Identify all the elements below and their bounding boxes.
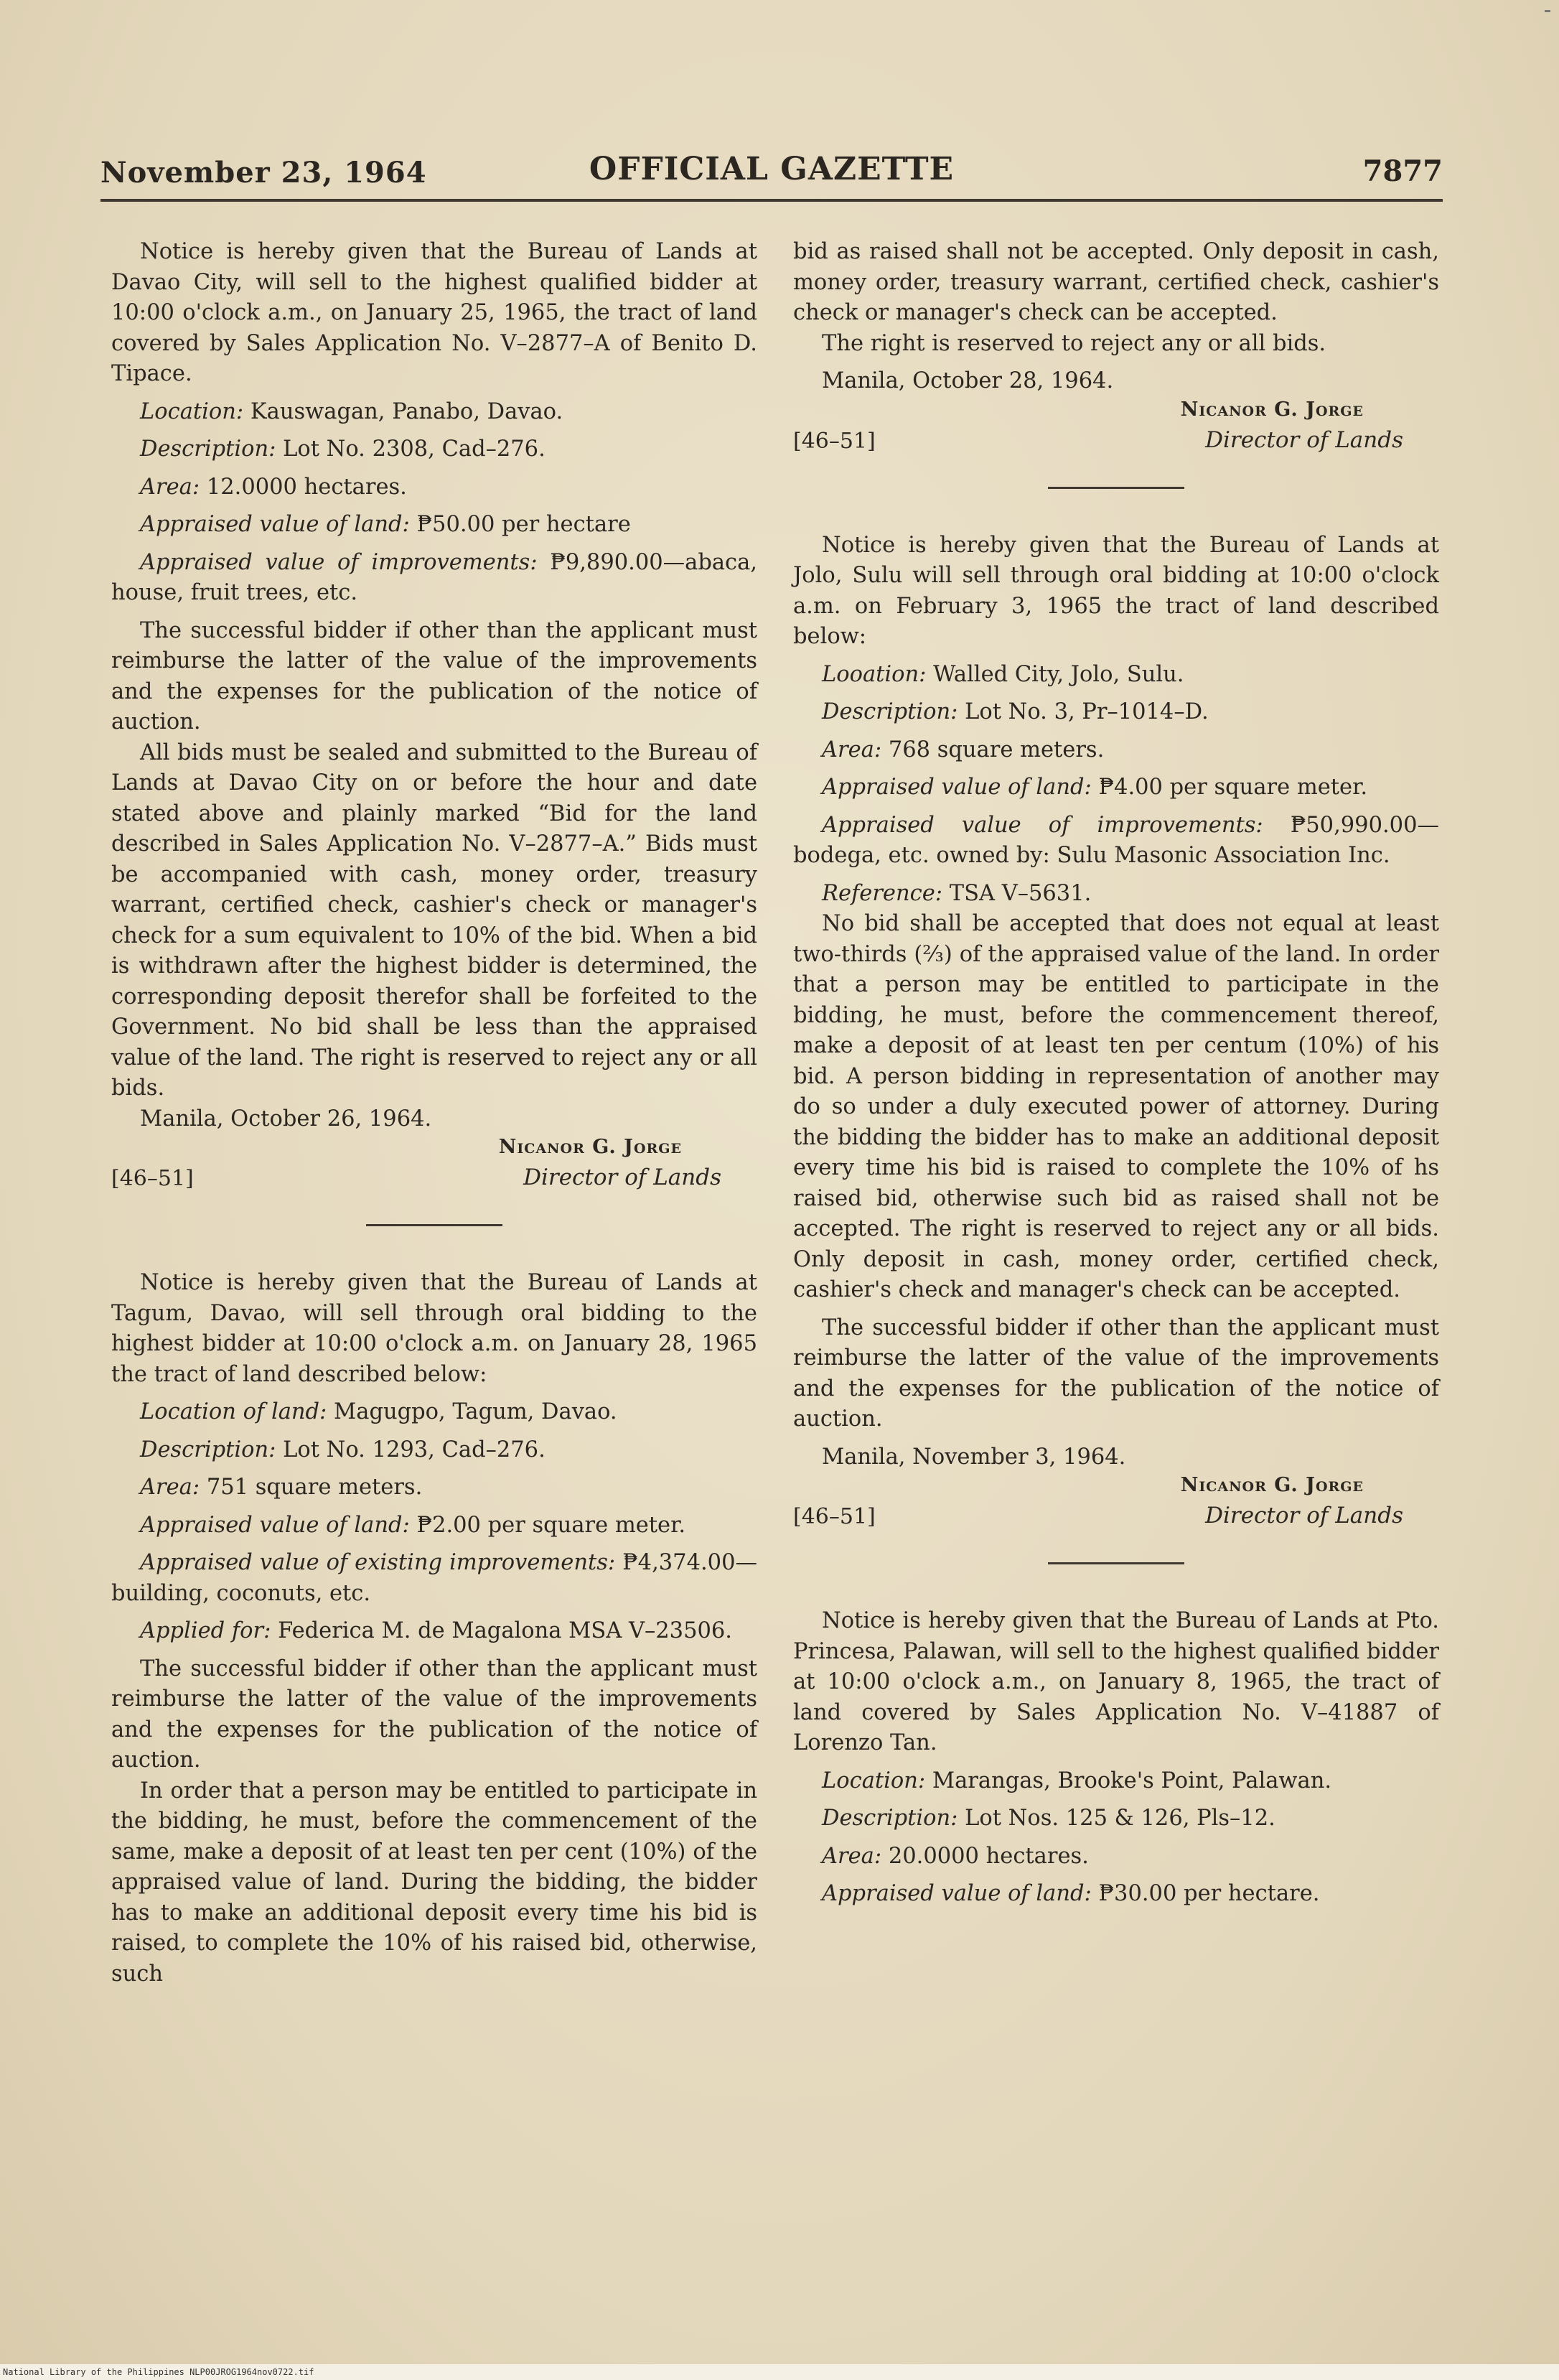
signatory-title: Director of Lands [1205,1503,1403,1529]
page-header [100,147,1443,197]
notice-davao [111,237,757,1197]
field-appraised-improvements [793,811,1439,872]
field-label: Applied for: [140,1618,271,1643]
notice-tagum [111,1268,757,1989]
notice-intro: Notice is hereby given that the Bureau of Lands at Davao City, will sell to the highest qualified bidder at 10:00 o'clock a.m., on January 25, 1965, the tract of land covered by Sales Application No. V–2877–A of Benito D. Tipace. [111,239,757,386]
field-label: Description: [140,1437,276,1462]
header-rule [100,199,1443,202]
right-column [793,237,1439,1910]
notice-date: Manila, October 26, 1964. [140,1106,432,1131]
issue-range: [46–51] [793,428,876,454]
field-label: Area: [140,1475,200,1500]
notice-date: Manila, November 3, 1964. [822,1444,1126,1470]
notice-jolo [793,531,1439,1536]
field-location [111,397,757,428]
field-value: ₱9,890.00—abaca, house, fruit trees, etc. [111,549,757,605]
signatory-title: Director of Lands [523,1165,721,1190]
field-appraised-land [793,1879,1439,1910]
field-area [111,472,757,503]
field-label: Appraised value of improvements: [822,812,1263,838]
field-label: Reference: [822,880,943,906]
field-reference [793,879,1439,910]
field-description [111,434,757,465]
field-value: Federica M. de Magalona MSA V–23506. [278,1618,732,1643]
field-label: Appraised value of land: [822,1881,1092,1906]
field-label: Appraised value of improvements: [140,549,538,575]
field-appraised-improvements [111,1548,757,1609]
scan-mark [1545,10,1550,12]
field-label: Location: [822,1768,926,1793]
field-value: ₱50,990.00—bodega, etc. owned by: Sulu Masonic Association Inc. [793,812,1439,868]
field-value: ₱50.00 per hectare [416,512,631,537]
field-value: ₱30.00 per hectare. [1098,1881,1320,1906]
issue-range: [46–51] [793,1504,876,1529]
notice-paragraph: The successful bidder if other than the applicant must reimburse the latter of the value of the improvements and the expenses for the publication of the notice of auction. [793,1315,1439,1432]
notice-intro: Notice is hereby given that the Bureau of Lands at Pto. Princesa, Palawan, will sell to the highest qualified bidder at 10:00 o'clock a.m., on January 8, 1965, the tract of land covered by Sales Application No. V–41887 of Lorenzo Tan. [793,1608,1439,1755]
signatory-name: Nicanor G. Jorge [1180,398,1364,421]
field-description [793,1803,1439,1834]
scan-footer: National Library of the Philippines NLP00JROG1964nov0722.tif [0,2364,1559,2380]
field-value: Lot No. 1293, Cad–276. [283,1437,546,1462]
field-label: Looation: [822,661,927,687]
field-value: TSA V–5631. [949,880,1092,906]
field-label: Appraised value of land: [140,1512,410,1538]
notice-paragraph: The successful bidder if other than the applicant must reimburse the latter of the value of the improvements and the expenses for the publication of the notice of auction. [111,1656,757,1773]
signatory-name: Nicanor G. Jorge [1180,1474,1364,1496]
field-area [111,1473,757,1503]
field-value: 768 square meters. [888,737,1105,762]
field-value: ₱4.00 per square meter. [1098,775,1368,800]
header-date: November 23, 1964 [100,156,427,190]
field-value: Marangas, Brooke's Point, Palawan. [932,1768,1332,1793]
field-label: Location of land: [140,1399,327,1424]
signature-block [793,398,1439,459]
field-appraised-land [111,510,757,541]
field-label: Appraised value of land: [140,512,410,537]
field-value: 12.0000 hectares. [206,474,407,500]
field-label: Description: [822,699,958,724]
field-appraised-land [793,773,1439,803]
field-description [111,1435,757,1466]
field-value: Lot No. 2308, Cad–276. [283,437,546,462]
notice-paragraph: In order that a person may be entitled to participate in the bidding, he must, before the commencement of the same, make a deposit of at least ten per cent (10%) of the appraised value of land. During the bidding, the bidder has to make an additional deposit every time his bid is raised, to complete the 10% of his raised bid, otherwise, such [111,1778,757,1987]
field-label: Description: [822,1806,958,1831]
field-description [793,697,1439,728]
field-value: ₱2.00 per square meter. [416,1512,686,1538]
notice-paragraph: No bid shall be accepted that does not equal at least two-thirds (⅔) of the appraised value of the land. In order that a person may be entitled to participate in the bidding, he must, before the commencement thereof, make a deposit of at least ten per centum (10%) of his bid. A person bidding in representation of another may do so under a duly executed power of attorney. During the bidding the bidder has to make an additional deposit every time his bid is raised to complete the 10% of hs raised bid, otherwise such bid as raised shall not be accepted. The right is reserved to reject any or all bids. Only deposit in cash, money order, certified check, cashier's check and manager's check can be accepted. [793,911,1439,1302]
signature-block [111,1136,757,1197]
field-location [793,1766,1439,1797]
issue-range: [46–51] [111,1166,194,1191]
field-appraised-improvements [111,548,757,609]
field-label: Appraised value of existing improvements: [140,1550,616,1575]
signatory-title: Director of Lands [1205,426,1403,453]
field-label: Location: [140,398,244,424]
field-area [793,735,1439,766]
field-value: Magugpo, Tagum, Davao. [334,1399,617,1424]
field-value: Lot Nos. 125 & 126, Pls–12. [965,1806,1275,1831]
signatory-name: Nicanor G. Jorge [498,1136,682,1158]
field-area [793,1842,1439,1872]
field-value: Walled City, Jolo, Sulu. [933,661,1184,687]
notice-palawan [793,1606,1439,1910]
section-divider [366,1224,502,1226]
field-appraised-land [111,1511,757,1541]
field-label: Area: [822,737,882,762]
field-value: Kauswagan, Panabo, Davao. [250,398,563,424]
notice-intro: Notice is hereby given that the Bureau of Lands at Jolo, Sulu will sell through oral bidding at 10:00 o'clock a.m. on February 3, 1965 the tract of land described below: [793,532,1439,649]
field-value: Lot No. 3, Pr–1014–D. [965,699,1209,724]
field-value: 751 square meters. [206,1475,423,1500]
notice-paragraph: The successful bidder if other than the applicant must reimburse the latter of the value of the improvements and the expenses for the publication of the notice of auction. [111,617,757,734]
field-label: Area: [140,474,200,500]
notice-date: Manila, October 28, 1964. [822,368,1114,393]
field-location [111,1397,757,1428]
header-page-number: 7877 [1362,154,1443,188]
field-label: Area: [822,1843,882,1869]
field-applied-for [111,1616,757,1647]
notice-paragraph: bid as raised shall not be accepted. Only deposit in cash, money order, treasury warrant, certified check, cashier's check or manager's check can be accepted. [793,239,1439,325]
field-value: ₱4,374.00—building, coconuts, etc. [111,1550,757,1606]
field-value: 20.0000 hectares. [888,1843,1089,1869]
field-location [793,660,1439,691]
field-label: Description: [140,437,276,462]
notice-paragraph: The right is reserved to reject any or all bids. [822,330,1326,356]
section-divider [1048,487,1184,489]
notice-intro: Notice is hereby given that the Bureau of Lands at Tagum, Davao, will sell through oral bidding to the highest bidder at 10:00 o'clock a.m. on January 28, 1965 the tract of land described below: [111,1270,757,1387]
signature-block [793,1474,1439,1535]
notice-paragraph: All bids must be sealed and submitted to the Bureau of Lands at Davao City on or before the hour and date stated above and plainly marked “Bid for the land described in Sales Application No. V–2877–A.” Bids must be accompanied with cash, money order, treasury warrant, certified check, cashier's check or manager's check for a sum equivalent to 10% of the bid. When a bid is withdrawn after the highest bidder is determined, the corresponding deposit therefor shall be forfeited to the Government. No bid shall be less than the appraised value of the land. The right is reserved to reject any or all bids. [111,739,757,1101]
section-divider [1048,1562,1184,1564]
left-column [111,237,757,1989]
notice-tagum-continued [793,237,1439,459]
field-label: Appraised value of land: [822,775,1092,800]
header-title: OFFICIAL GAZETTE [589,151,955,187]
